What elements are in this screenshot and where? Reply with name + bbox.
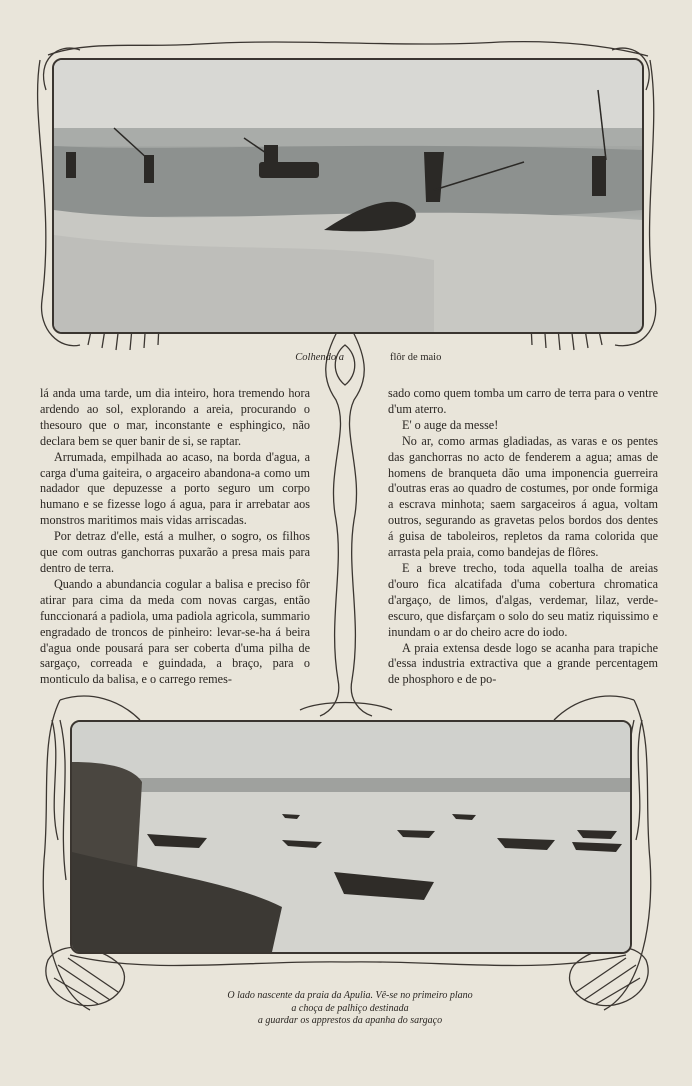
caption-line: a guardar os apprestos da apanha do sargaço <box>257 1015 443 1026</box>
paragraph: E' o auge da messe! <box>402 417 499 432</box>
paragraph: No ar, como armas gladiadas, as varas e os pentes das ganchorras no acto de fenderem a agua; amas de homens de branqueta dão uma imponencia guerreira d'outras eras ao quadro de costumes, por onde formiga a escrava minhota; saem sargaceiros á agua, voltam outros, segurando as gravetas pelos bordos dos dentes á guisa de taboleiros, repletos da rama colorida que arrasta pela praia, como bandejas de flôres. <box>388 433 658 560</box>
top-photo-caption-part2: flôr de maio <box>390 352 442 363</box>
photo-apulia-beach <box>70 720 632 954</box>
bottom-photo-caption <box>150 990 550 1028</box>
caption-line: O lado nascente da praia da Apulia. Vê-se no primeiro plano <box>227 990 473 1001</box>
paragraph: E a breve trecho, toda aquella toalha de areias d'ouro fica alcatifada d'uma cobertura chromatica d'argaço, de limos, d'algas, verdemar, lilaz, verde-escuro, que disfarçam o solo do seu matiz riquissimo e inundam o ar do cheiro acre do iodo. <box>388 560 658 639</box>
paragraph: Arrumada, empilhada ao acaso, na borda d'agua, a carga d'uma gaiteira, o argaceiro abandona-a como um nadador que depuzesse a porto seguro um corpo humano e se fizesse logo á agua, para ir arrebatar aos monstros maritimos mais vidas arriscadas. <box>40 449 310 528</box>
photo-seaweed-harvest <box>52 58 644 334</box>
paragraph: sado como quem tomba um carro de terra para o ventre d'um aterro. <box>388 386 658 416</box>
paragraph: A praia extensa desde logo se acanha para trapiche d'essa industria extractiva que a grande percentagem de phosphoro e de po- <box>388 640 658 687</box>
text-column-right <box>388 386 658 688</box>
text-column-left <box>40 386 310 688</box>
photo-seaweed-harvest-scene <box>54 60 642 332</box>
paragraph: lá anda uma tarde, um dia inteiro, hora tremendo hora ardendo ao sol, explorando a areia, procurando o thesouro que o mar, inconstante e esphingico, não declara bem se quer banir de si, se raptar. <box>40 386 310 448</box>
photo-apulia-beach-scene <box>72 722 630 952</box>
paragraph: Quando a abundancia cogular a balisa e preciso fôr atirar para cima da meda com novas cargas, então funccionará a padiola, uma padiola agricola, summario engradado de troncos de pinheiro: levar-se-ha á beira d'agua onde pousará para ser coberta d'uma pilha de sargaço, correada e guindada, a braço, para o monticulo da balisa, e o carrego remes- <box>40 576 310 687</box>
top-photo-caption-part1: Colhendo a <box>295 352 344 363</box>
paragraph: Por detraz d'elle, está a mulher, o sogro, os filhos que com outras ganchorras puxarão a presa mais para dentro de terra. <box>40 529 310 575</box>
caption-line: a choça de palhiço destinada <box>291 1002 409 1014</box>
